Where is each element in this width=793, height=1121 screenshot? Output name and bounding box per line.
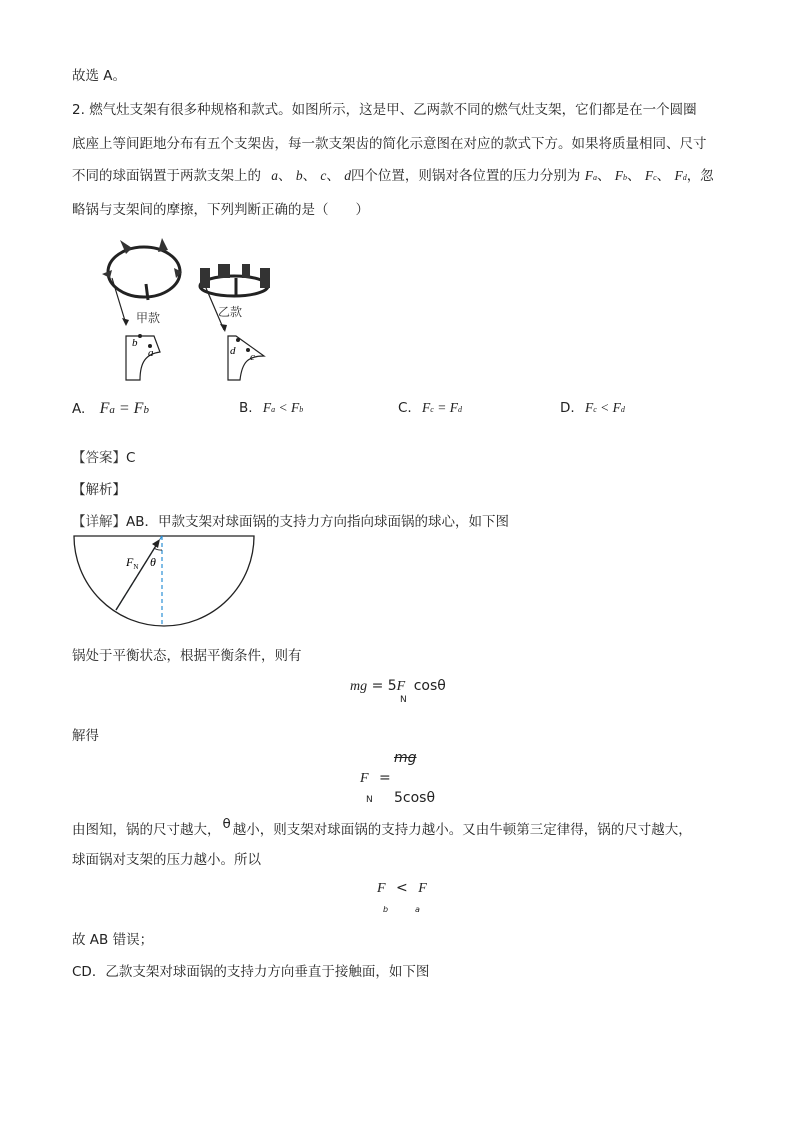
jia-tooth-2 bbox=[158, 238, 168, 252]
answer-value: C bbox=[126, 450, 136, 466]
force-fd: Fd bbox=[674, 168, 687, 183]
point-d-label: d bbox=[230, 345, 236, 357]
point-b-dot bbox=[138, 334, 142, 338]
question-line-1 bbox=[72, 98, 697, 118]
position-a: a bbox=[271, 168, 279, 183]
option-c[interactable] bbox=[398, 400, 462, 416]
option-a[interactable] bbox=[72, 400, 149, 418]
question-text-1: 燃气灶支架有很多种规格和款式。如图所示，这是甲、乙两款不同的燃气灶支架，它们都是在一个圆圈 bbox=[89, 102, 697, 118]
theta-symbol: θ bbox=[222, 816, 231, 832]
force-label: $F_N$ bbox=[126, 555, 139, 571]
yi-tooth-4 bbox=[260, 268, 270, 288]
point-a-label: a bbox=[148, 347, 154, 359]
stove-support-figure bbox=[96, 232, 296, 392]
eq2-lhs: F = bbox=[360, 770, 391, 786]
position-d: d bbox=[344, 168, 351, 183]
detail-line bbox=[72, 510, 509, 530]
equilibrium-text: 锅处于平衡状态，根据平衡条件，则有 bbox=[72, 648, 302, 664]
yi-ring bbox=[200, 276, 268, 296]
eq3-lhs-sub: b bbox=[383, 905, 389, 914]
option-a-formula: Fa = Fb bbox=[99, 400, 149, 417]
bowl-force-figure bbox=[72, 532, 256, 630]
solve-text: 解得 bbox=[72, 728, 99, 744]
option-c-formula: Fc = Fd bbox=[422, 400, 462, 415]
angle-arc bbox=[154, 548, 162, 550]
cd-text: CD．乙款支架对球面锅的支持力方向垂直于接触面，如下图 bbox=[72, 964, 430, 980]
question-line-4: 略锅与支架间的摩擦，下列判断正确的是（ ） bbox=[72, 202, 369, 218]
option-a-letter: A. bbox=[72, 401, 86, 417]
label-yi: 乙款 bbox=[218, 305, 243, 319]
equation-1: mg = 5F cosθ bbox=[350, 678, 446, 694]
force-fa: Fa bbox=[584, 168, 597, 183]
reason-line-1: 由图知，锅的尺寸越大， θ 越小，则支架对球面锅的支持力越小。又由牛顿第三定律得，锅的尺寸越大， bbox=[72, 816, 692, 838]
previous-conclusion: 故选 A。 bbox=[72, 68, 127, 84]
option-d[interactable] bbox=[560, 400, 625, 416]
label-jia: 甲款 bbox=[136, 311, 161, 325]
question-number: 2. bbox=[72, 102, 85, 118]
option-b[interactable] bbox=[239, 400, 303, 416]
question-line-2: 底座上等间距地分布有五个支架齿，每一款支架齿的简化示意图在对应的款式下方。如果将质量相同、尺寸 bbox=[72, 136, 707, 152]
jia-pointer bbox=[112, 278, 126, 324]
option-b-formula: Fa < Fb bbox=[262, 400, 304, 415]
detail-tag: 【详解】 bbox=[72, 514, 126, 530]
position-b: b bbox=[295, 168, 303, 183]
angle-label: θ bbox=[150, 555, 156, 569]
eq2-subscript: N bbox=[366, 795, 373, 805]
force-fc: Fc bbox=[644, 168, 657, 183]
point-c-label: c bbox=[250, 351, 255, 363]
detail-text: AB．甲款支架对球面锅的支持力方向指向球面锅的球心，如下图 bbox=[126, 514, 509, 530]
answer-line bbox=[72, 446, 135, 466]
eq2-denominator: 5cosθ bbox=[394, 790, 436, 806]
normal-force-arrow bbox=[116, 544, 157, 610]
jia-ring bbox=[108, 247, 180, 297]
reason-line-2: 球面锅对支架的压力越小。所以 bbox=[72, 852, 261, 868]
option-d-letter: D. bbox=[560, 400, 575, 416]
equation-3: F < F bbox=[377, 880, 427, 896]
normal-force-arrowhead bbox=[152, 539, 160, 548]
question-text-3b: 四个位置，则锅对各位置的压力分别为 bbox=[350, 168, 581, 184]
eq3-rhs-sub: a bbox=[415, 905, 420, 914]
eq2-numerator: mg bbox=[394, 750, 417, 766]
yi-arrowhead bbox=[220, 324, 227, 332]
answer-tag: 【答案】 bbox=[72, 450, 126, 466]
option-c-letter: C. bbox=[398, 400, 412, 416]
option-b-letter: B. bbox=[239, 400, 253, 416]
option-d-formula: Fc < Fd bbox=[584, 400, 625, 415]
force-fb: Fb bbox=[614, 168, 628, 183]
jia-arrowhead bbox=[122, 318, 129, 326]
point-b-label: b bbox=[132, 337, 138, 349]
eq1-lhs: mg bbox=[350, 679, 368, 694]
question-text-3c: ，忽 bbox=[686, 168, 714, 184]
question-text-3a: 不同的球面锅置于两款支架上的 bbox=[72, 168, 261, 184]
position-c: c bbox=[320, 168, 327, 183]
jia-tooth-5 bbox=[146, 284, 148, 300]
eq1-subscript: N bbox=[400, 695, 407, 705]
question-line-3: 不同的球面锅置于两款支架上的 a、 b、 c、 d四个位置，则锅对各位置的压力分别为 Fa、 Fb、 Fc、 Fd，忽 bbox=[72, 168, 714, 184]
ab-wrong: 故 AB 错误； bbox=[72, 932, 154, 948]
yi-tooth-3 bbox=[242, 264, 250, 278]
yi-tooth-2 bbox=[218, 264, 230, 278]
bowl-outline bbox=[74, 536, 254, 626]
yi-tooth-profile bbox=[228, 336, 264, 380]
point-d-dot bbox=[236, 338, 240, 342]
yi-tooth-1 bbox=[200, 268, 210, 288]
analysis-tag: 【解析】 bbox=[72, 482, 126, 498]
